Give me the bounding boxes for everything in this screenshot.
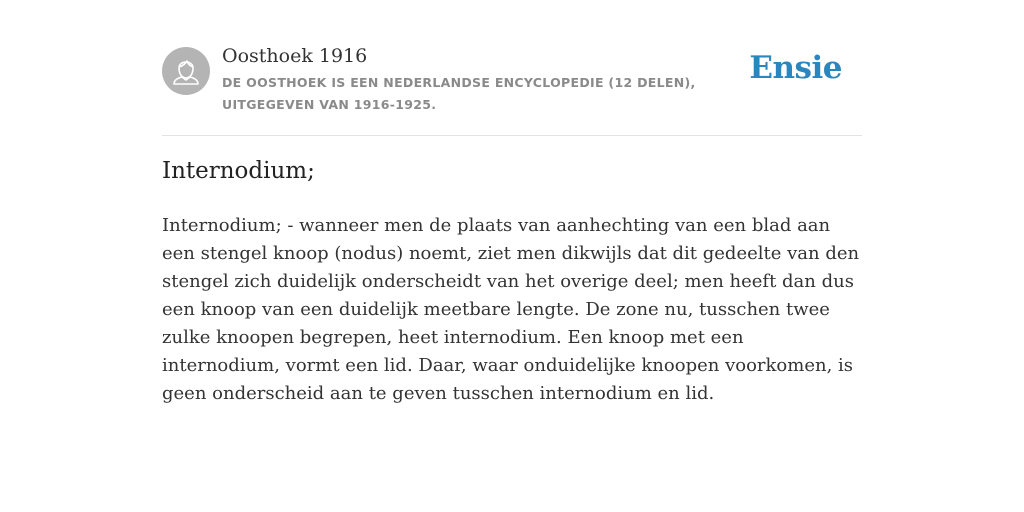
article-body: Internodium; - wanneer men de plaats van aanhechting van een blad aan een stengel knoop (nodus) noemt, ziet men dikwijls dat dit gedeelte van den stengel zich duidelijk onderscheidt van het overige deel; men heeft dan dus een knoop van een duidelijk meetbare lengte. De zone nu, tusschen twee zulke knoopen begrepen, heet internodium. Een knoop met een internodium, vormt een lid. Daar, waar onduidelijke knoopen voorkomen, is geen onderscheid aan te geven tusschen internodium en lid. (162, 215, 860, 404)
article-title: Internodium; (162, 158, 315, 184)
user-silhouette-icon (162, 47, 210, 95)
ensie-logo[interactable]: Ensie (749, 50, 842, 86)
source-description: DE OOSTHOEK IS EEN NEDERLANDSE ENCYCLOPEDIE (12 DELEN), UITGEGEVEN VAN 1916-1925. (222, 75, 696, 112)
source-name[interactable]: Oosthoek 1916 (222, 45, 368, 67)
source-avatar[interactable] (162, 47, 210, 95)
source-header (162, 44, 862, 136)
